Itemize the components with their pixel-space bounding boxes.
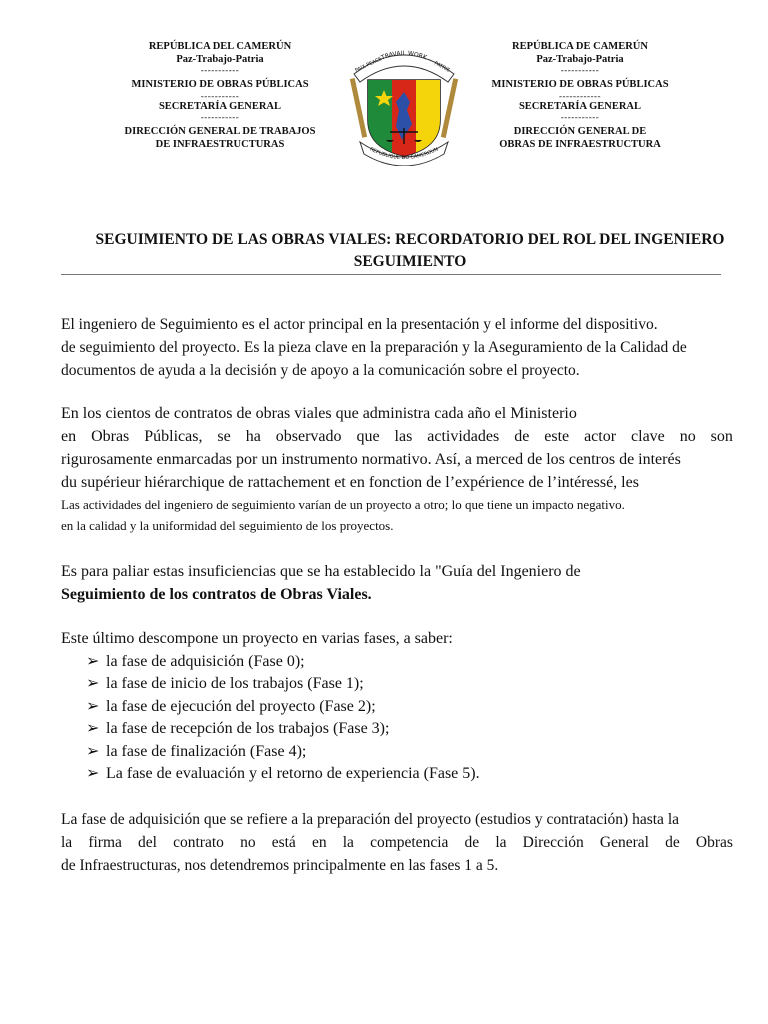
word: que: [356, 428, 380, 445]
word: son: [710, 428, 733, 445]
word: Públicas,: [144, 428, 203, 445]
letterhead-direction-line2: DE INFRAESTRUCTURAS: [155, 138, 285, 150]
word: firma: [88, 834, 122, 851]
word: Obras: [695, 834, 733, 851]
seal-left-text: PAIX PEACE: [354, 56, 383, 74]
letterhead-separator: -----------: [200, 90, 240, 101]
paragraph-line-justified: [61, 831, 733, 854]
word: Dirección: [522, 834, 584, 851]
word: la: [342, 834, 354, 851]
list-item: ➢ la fase de ejecución del proyecto (Fase 2);: [61, 696, 761, 719]
document-title: [60, 229, 760, 273]
seal-top-text: TRAVAIL WORK: [380, 49, 428, 62]
arrow-bullet-icon: ➢: [86, 742, 100, 760]
paragraph-scope: [61, 808, 761, 877]
paragraph-intro: [61, 313, 761, 382]
paragraph-guide: [61, 560, 761, 606]
word: de: [464, 834, 480, 851]
list-item: ➢ La fase de evaluación y el retorno de experiencia (Fase 5).: [61, 763, 761, 786]
word: General: [599, 834, 649, 851]
list-item: ➢ la fase de recepción de los trabajos (Fase 3);: [61, 718, 761, 741]
list-item: ➢ la fase de inicio de los trabajos (Fase 1);: [61, 673, 761, 696]
letterhead-motto: Paz-Trabajo-Patria: [176, 53, 264, 65]
phases-list: [61, 651, 761, 786]
paragraph-line: de seguimiento del proyecto. Es la pieza clave en la preparación y la Aseguramiento de la Calidad de: [61, 339, 687, 356]
word: Obras: [91, 428, 130, 445]
word: no: [240, 834, 256, 851]
seal-right-text: PATRIE: [433, 60, 451, 74]
word: en: [61, 428, 77, 445]
letterhead-left: [110, 41, 330, 151]
word: actividades: [427, 428, 500, 445]
paragraph-line: Es para paliar estas insuficiencias que se ha establecido la "Guía del Ingeniero de: [61, 563, 581, 580]
paragraph-line: de Infraestructuras, nos detendremos principalmente en las fases 1 a 5.: [61, 857, 499, 874]
paragraph-context: [61, 402, 761, 536]
letterhead-secretariat: SECRETARÍA GENERAL: [158, 100, 282, 112]
word: está: [271, 834, 296, 851]
letterhead-direction-line1: DIRECCIÓN GENERAL DE: [513, 126, 647, 137]
letterhead-separator: ------------: [559, 90, 601, 101]
word: este: [544, 428, 570, 445]
letterhead-ministry: MINISTERIO DE OBRAS PÚBLICAS: [131, 79, 309, 90]
paragraph-line: du supérieur hiérarchique de rattachement et en fonction de l’expérience de l’intéressé, les: [61, 474, 639, 491]
letterhead-separator: -----------: [200, 112, 240, 122]
word: competencia: [370, 834, 449, 851]
letterhead-separator: -----------: [560, 65, 600, 75]
arrow-bullet-icon: ➢: [86, 765, 100, 782]
paragraph-phases: [61, 628, 761, 786]
letterhead-separator: -----------: [200, 65, 240, 75]
word: se: [217, 428, 231, 445]
cameroon-coat-of-arms-seal: [344, 44, 464, 166]
word: las: [394, 428, 413, 445]
word: ha: [245, 428, 261, 445]
paragraph-line: documentos de ayuda a la decisión y de apoyo a la comunicación sobre el proyecto.: [61, 362, 580, 379]
letterhead-motto: Paz-Trabajo-Patria: [536, 53, 624, 65]
letterhead-separator: -----------: [560, 112, 600, 122]
word: no: [679, 428, 696, 445]
word: observado: [275, 428, 342, 445]
letterhead-country: REPÚBLICA DE CAMERÚN: [512, 41, 648, 52]
word: del: [138, 834, 157, 851]
list-item: ➢ la fase de adquisición (Fase 0);: [61, 651, 761, 674]
word: actor: [584, 428, 617, 445]
seal-bottom-text: REPUBLIQUE DU CAMEROUN: [368, 146, 440, 162]
title-line1: SEGUIMIENTO DE LAS OBRAS VIALES: RECORDATORIO DEL ROL DEL INGENIERO: [95, 231, 725, 248]
paragraph-line: en la calidad y la uniformidad del seguimiento de los proyectos.: [61, 518, 394, 533]
paragraph-line-justified: [61, 425, 733, 448]
arrow-bullet-icon: ➢: [86, 675, 100, 692]
word: la: [61, 834, 73, 851]
letterhead-country: REPÚBLICA DEL CAMERÚN: [148, 41, 292, 52]
letterhead-right: [470, 41, 690, 151]
paragraph-line: La fase de adquisición que se refiere a la preparación del proyecto (estudios y contratación) hasta la: [61, 811, 680, 828]
paragraph-line: En los cientos de contratos de obras viales que administra cada año el Ministerio: [61, 405, 577, 422]
paragraph-line: rigurosamente enmarcadas por un instrumento normativo. Así, a merced de los centros de interés: [61, 451, 681, 468]
list-item: ➢ la fase de finalización (Fase 4);: [61, 741, 761, 764]
arrow-bullet-icon: ➢: [86, 720, 100, 737]
word: de: [665, 834, 680, 851]
letterhead-ministry: MINISTERIO DE OBRAS PÚBLICAS: [491, 79, 669, 90]
word: en: [311, 834, 327, 851]
title-divider: [61, 274, 721, 275]
guide-name: Seguimiento de los contratos de Obras Viales.: [61, 586, 372, 603]
letterhead-secretariat: SECRETARÍA GENERAL: [518, 100, 642, 112]
word: clave: [631, 428, 665, 445]
arrow-bullet-icon: ➢: [86, 652, 100, 670]
phases-intro: Este último descompone un proyecto en varias fases, a saber:: [61, 630, 453, 647]
paragraph-line: Las actividades del ingeniero de seguimiento varían de un proyecto a otro; lo que tiene un impacto negativo.: [61, 497, 625, 512]
letterhead-direction-line1: DIRECCIÓN GENERAL DE TRABAJOS: [124, 126, 316, 137]
title-line2: SEGUIMIENTO: [353, 253, 467, 270]
word: la: [495, 834, 507, 851]
word: de: [514, 428, 530, 445]
paragraph-line: El ingeniero de Seguimiento es el actor principal en la presentación y el informe del dispositivo.: [61, 316, 658, 333]
letterhead-direction-line2: OBRAS DE INFRAESTRUCTURA: [499, 138, 661, 150]
arrow-bullet-icon: ➢: [86, 697, 100, 715]
word: contrato: [173, 834, 224, 851]
